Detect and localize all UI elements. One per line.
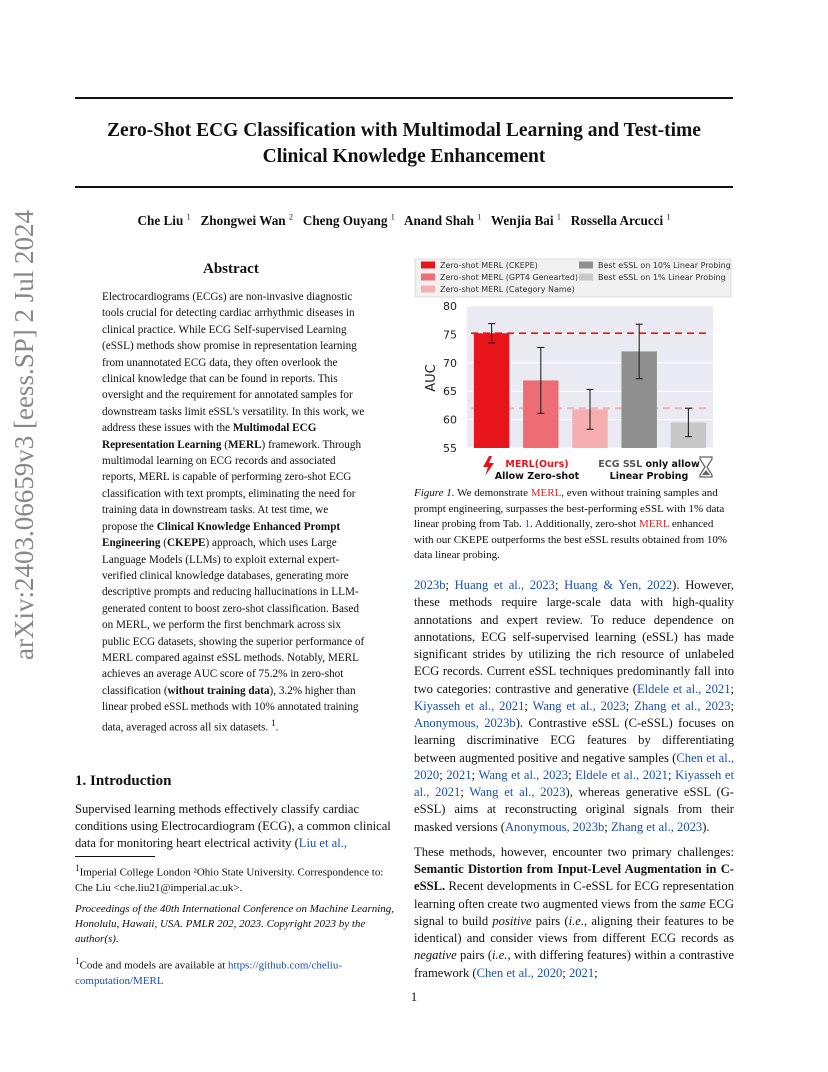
- paragraph-challenges: These methods, however, encounter two primary challenges: Semantic Distortion from Input-Level Augmentation in C-eSSL. Recent developments in C-eSSL for ECG representation learning often create two augmented views from the same ECG signal to build positive pairs (i.e., aligning their features to be identical) and consider views from different ECG records as negative pairs (i.e., with differing features) within a contrastive framework (Chen et al., 2020; 2021;: [414, 844, 735, 980]
- abstract-heading: Abstract: [203, 261, 259, 277]
- author-5: Wenjia Bai $^1$: [490, 213, 561, 229]
- essl-label: ECG SSL only allow: [598, 459, 700, 470]
- y-tick-label: 80: [443, 300, 457, 313]
- author-list: [75, 213, 733, 229]
- legend-label: Zero-shot MERL (GPT4 Genearted): [440, 273, 578, 282]
- abstract-body: Electrocardiograms (ECGs) are non-invasive diagnostic tools crucial for detecting cardiac arrhythmic diseases in clinical practice. While ECG Self-supervised Learning (eSSL) methods show promise in representation learning from unannotated ECG data, they often overlook the clinical knowledge that can be found in reports. This oversight and the requirement for annotated samples for downstream tasks limit eSSL's versatility. In this work, we address these issues with the Multimodal ECG Representation Learning (MERL) framework. Through multimodal learning on ECG records and associated reports, MERL is capable of performing zero-shot ECG classification with text prompts, eliminating the need for training data in downstream tasks. At test time, we propose the Clinical Knowledge Enhanced Prompt Engineering (CKEPE) approach, which uses Large Language Models (LLMs) to exploit external expert-verified clinical knowledge databases, generating more descriptive prompts and reducing hallucinations in LLM-generated content to boost zero-shot classification. Based on MERL, we perform the first benchmark across six public ECG datasets, showing the superior performance of MERL compared against eSSL methods. Notably, MERL achieves an average AUC score of 75.2% in zero-shot classification (without training data), 3.2% higher than linear probed eSSL methods with 10% annotated training data, averaged across all six datasets. $^1$.: [102, 291, 365, 734]
- y-tick-label: 75: [443, 328, 457, 342]
- intro-heading: 1. Introduction: [75, 773, 172, 789]
- y-axis-ticks: [443, 300, 457, 455]
- y-tick-label: 60: [443, 413, 457, 427]
- intro-body: Supervised learning methods effectively classify cardiac conditions using Electrocardiogram (ECG), a common clinical data for monitoring heart electrical activity (Liu et al.,: [75, 802, 391, 851]
- footnote-rule: [75, 856, 155, 857]
- y-tick-label: 55: [443, 442, 457, 455]
- hourglass-icon: [700, 457, 712, 477]
- lightning-icon: [483, 456, 494, 476]
- page-number: 1: [410, 990, 418, 1004]
- paragraph-essl: 2023b; Huang et al., 2023; Huang & Yen, 2022). However, these methods require large-scale data with high-quality annotations and expert review. To reduce dependence on annotations, ECG self-supervised learning (eSSL) has made significant strides by utilizing the rich resource of unlabeled ECG records. Current eSSL techniques predominantly fall into two categories: contrastive and generative (Eldele et al., 2021; Kiyasseh et al., 2021; Wang et al., 2023; Zhang et al., 2023; Anonymous, 2023b). Contrastive eSSL (C-eSSL) focuses on learning discriminative ECG features by differentiating between augmented positive and negative samples (Chen et al., 2020; 2021; Wang et al., 2023; Eldele et al., 2021; Kiyasseh et al., 2021; Wang et al., 2023), whereas generative eSSL (G-eSSL) aims at reconstructing original signals from their masked versions (Anonymous, 2023b; Zhang et al., 2023).: [414, 578, 735, 834]
- footnotes: $^1$Imperial College London ²Ohio State University. Correspondence to: Che Liu <che.liu21@imperial.ac.uk>. Proceedings of the 40th International Conference on Machine Learning, Honolulu, Hawaii, USA. PMLR 202, 2023. Copyright 2023 by the author(s). $^1$Code and models are available at https://github.com/cheliu-computation/MERL: [75, 863, 395, 987]
- author-3: Cheng Ouyang $^1$: [302, 213, 395, 229]
- title-rule: [75, 186, 733, 188]
- table-ref-link[interactable]: 1: [524, 518, 531, 531]
- arxiv-identifier[interactable]: arXiv:2403.06659v3 [eess.SP] 2 Jul 2024: [9, 210, 39, 660]
- code-link[interactable]: https://github.com/cheliu-computation/MERL: [75, 959, 342, 987]
- paper-title: Zero-Shot ECG Classification with Multimodal Learning and Test-time Clinical Knowledge Enhancement: [107, 120, 701, 167]
- figure-1: [413, 254, 733, 490]
- legend-label: Zero-shot MERL (CKEPE): [440, 261, 538, 270]
- citation-link[interactable]: Liu et al.,: [298, 836, 348, 851]
- bar: [474, 333, 509, 448]
- affiliations-footnote: Imperial College London ²Ohio State University. Correspondence to: Che Liu <che.liu21@imperial.ac.uk>.: [75, 866, 384, 894]
- legend-label: Best eSSL on 1% Linear Probing: [598, 273, 726, 282]
- proceedings-note: Proceedings of the 40th International Conference on Machine Learning, Honolulu, Hawaii, USA. PMLR 202, 2023. Copyright 2023 by the author(s).: [75, 903, 395, 946]
- merl-full-name: Multimodal ECG Representation Learning: [102, 422, 317, 451]
- figure-caption: Figure 1. We demonstrate MERL, even without training samples and prompt engineering, surpasses the best-performing eSSL with 1% data linear probing from Tab. 1. Additionally, zero-shot MERL enhanced with our CKEPE outperforms the best eSSL results obtained from 10% data linear probing.: [414, 487, 728, 562]
- top-rule: [75, 97, 733, 99]
- legend-label: Best eSSL on 10% Linear Probing: [598, 261, 731, 270]
- legend-swatch: [579, 274, 593, 281]
- merl-label: MERL(Ours): [505, 459, 569, 470]
- author-4: Anand Shah $^1$: [403, 213, 482, 229]
- ckepe-full-name: Clinical Knowledge Enhanced Prompt Engineering: [102, 520, 341, 550]
- linear-probing-label: Linear Probing: [609, 471, 689, 482]
- y-tick-label: 65: [443, 385, 457, 399]
- author-1: Che Liu $^1$: [137, 213, 191, 229]
- legend-swatch: [579, 262, 593, 269]
- author-6: Rossella Arcucci $^1$: [570, 213, 671, 229]
- auc-bar-chart: [413, 254, 733, 490]
- legend-label: Zero-shot MERL (Category Name): [440, 285, 575, 294]
- y-axis-label: AUC: [424, 364, 439, 392]
- y-tick-label: 70: [443, 356, 457, 370]
- footnote-mark[interactable]: 1: [271, 718, 276, 729]
- legend-swatch: [421, 286, 435, 293]
- legend-swatch: [421, 262, 435, 269]
- author-2: Zhongwei Wan $^2$: [200, 213, 293, 229]
- right-column-body: [414, 577, 734, 990]
- legend-swatch: [421, 274, 435, 281]
- zero-shot-label: Allow Zero-shot: [494, 471, 580, 482]
